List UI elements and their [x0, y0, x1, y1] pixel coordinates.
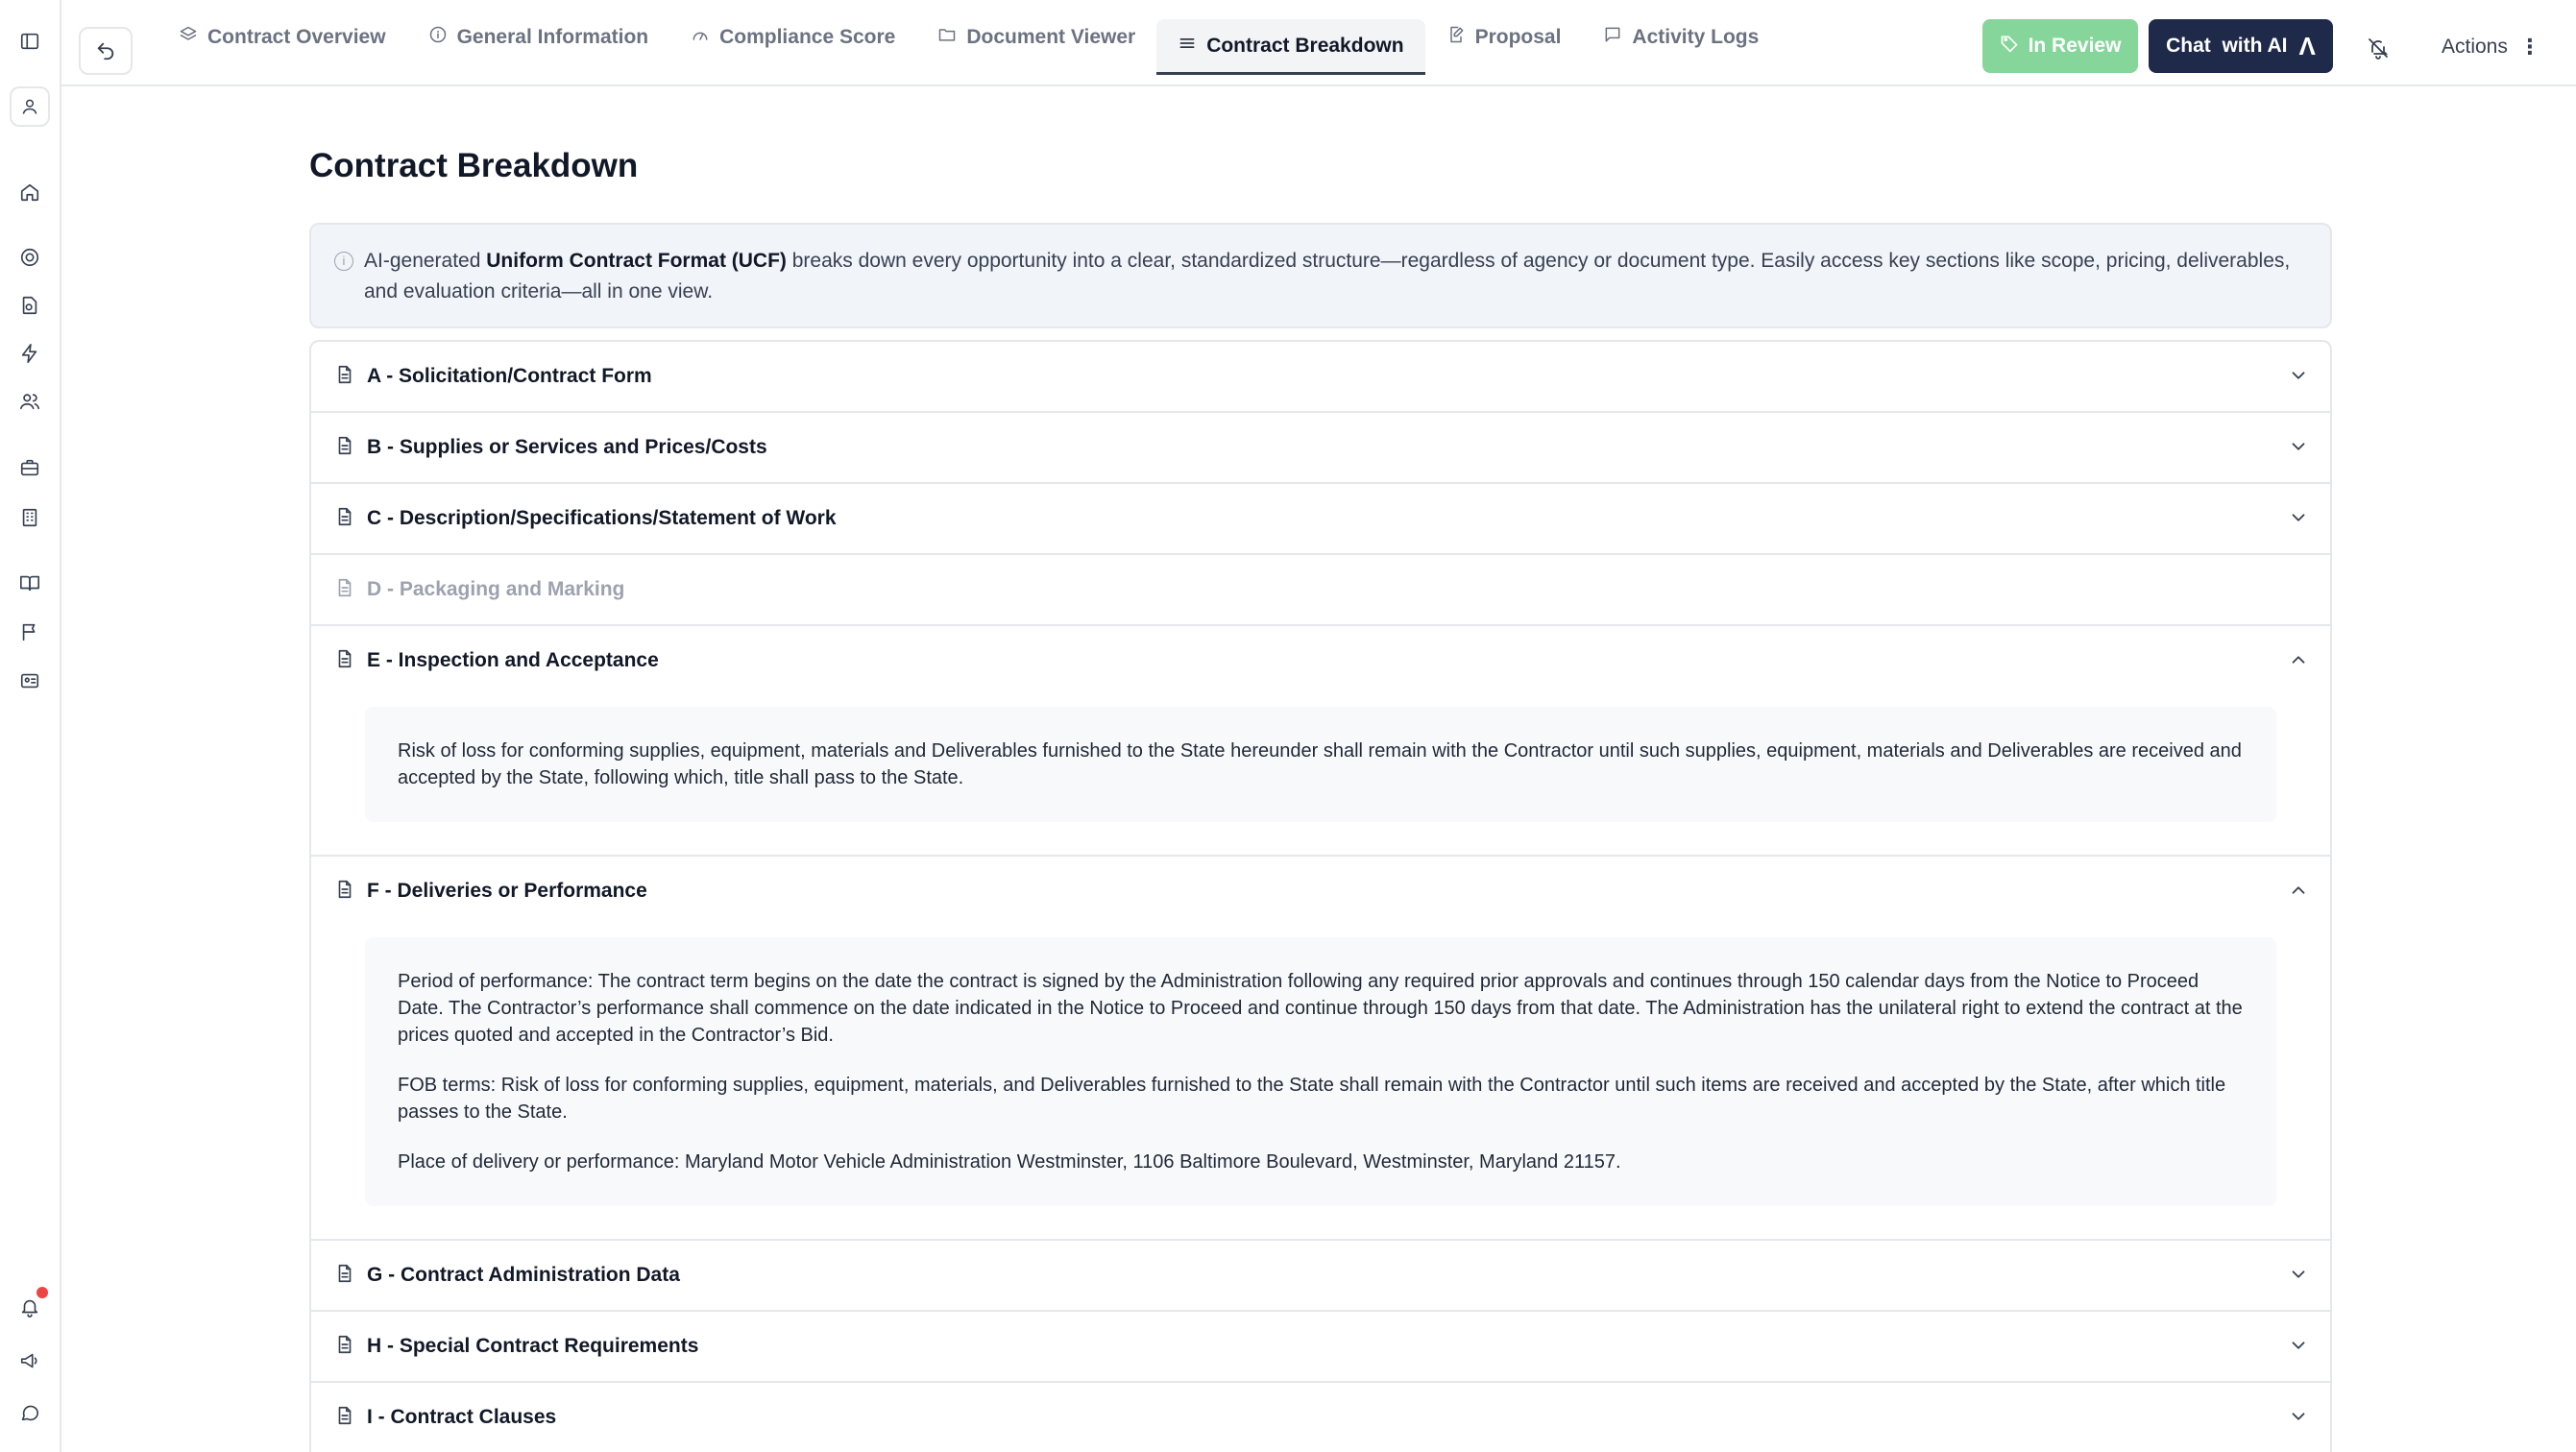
section-label: F - Deliveries or Performance [367, 880, 647, 902]
section-label: A - Solicitation/Contract Form [367, 365, 652, 387]
status-label: In Review [2028, 35, 2122, 57]
left-rail [0, 0, 61, 1452]
chevron-down-icon[interactable] [2288, 507, 2309, 528]
status-in-review-button[interactable] [1982, 19, 2138, 73]
document-icon [334, 648, 355, 674]
section-i [311, 1383, 2330, 1452]
users-icon[interactable] [15, 387, 44, 416]
section-a [311, 342, 2330, 413]
info-icon [428, 25, 448, 50]
section-b [311, 413, 2330, 484]
id-card-icon[interactable] [15, 666, 44, 695]
chevron-up-icon[interactable] [2288, 649, 2309, 670]
section-i-header[interactable] [311, 1383, 2330, 1452]
section-f [311, 857, 2330, 1241]
document-icon [334, 577, 355, 603]
section-d-header [311, 555, 2330, 624]
info-text-bold: Uniform Contract Format (UCF) [486, 250, 787, 272]
document-icon [334, 506, 355, 532]
building-icon[interactable] [15, 503, 44, 532]
list-icon [1178, 34, 1197, 59]
section-label: H - Special Contract Requirements [367, 1335, 699, 1357]
tab-contract-breakdown[interactable] [1156, 19, 1424, 75]
chevron-down-icon[interactable] [2288, 1406, 2309, 1427]
info-text-prefix: AI-generated [364, 250, 487, 272]
tab-document-viewer[interactable] [916, 0, 1156, 75]
section-label: C - Description/Specifications/Statement of Work [367, 507, 837, 529]
file-search-icon[interactable] [15, 291, 44, 320]
section-paragraph: Risk of loss for conforming supplies, equipment, materials and Deliverables furnished to the State hereunder shall remain with the Contractor until such supplies, equipment, materials and Deliverables are received and accepted by the State, following which, title shall pass to the State. [398, 740, 2242, 788]
book-icon[interactable] [15, 569, 44, 597]
more-vertical-icon: ⋮ [2518, 35, 2540, 59]
tab-label: General Information [456, 26, 649, 48]
sidebar-toggle-icon[interactable] [15, 27, 44, 56]
gauge-icon [691, 25, 710, 50]
document-icon [334, 1334, 355, 1360]
tag-icon [2000, 34, 2019, 59]
section-label: E - Inspection and Acceptance [367, 649, 659, 671]
target-icon[interactable] [15, 243, 44, 272]
tab-general-information[interactable] [407, 0, 670, 75]
edit-icon [1446, 25, 1466, 50]
lightning-icon[interactable] [15, 339, 44, 368]
section-e [311, 626, 2330, 857]
section-content [365, 707, 2276, 822]
tab-proposal[interactable] [1425, 0, 1583, 75]
chevron-down-icon[interactable] [2288, 1264, 2309, 1285]
top-bar [61, 0, 2576, 86]
tab-label: Compliance Score [719, 26, 896, 48]
tab-label: Proposal [1474, 26, 1562, 48]
bell-off-icon[interactable] [2367, 36, 2390, 60]
info-text-suffix: breaks down every opportunity into a clear, standardized structure—regardless of agency or document type. Easily access key sections like scope, pricing, deliverables, and evaluation criteria—all in one view. [364, 250, 2291, 302]
message-icon [1603, 25, 1622, 50]
period-of-performance-paragraph: Period of performance: The contract term begins on the date the contract is signed by the Administration following any required prior approvals and continues through 150 calendar days from the Notice to Proceed Date. The Contractor’s performance shall commence on the date indicated in the Notice to Proceed and continue through 150 days from that date. The Administration has the unilateral right to extend the contract at the prices quoted and accepted in the Contractor’s Bid. [398, 971, 2243, 1046]
ai-logo-icon: Λ [2298, 31, 2316, 60]
chevron-down-icon[interactable] [2288, 436, 2309, 457]
section-label: I - Contract Clauses [367, 1406, 557, 1428]
megaphone-icon[interactable] [15, 1346, 44, 1375]
fob-terms-paragraph: FOB terms: Risk of loss for conforming supplies, equipment, materials, and Deliverables furnished to the State shall remain with the Contractor until such items are received and accepted by the State, after which title passes to the State. [398, 1075, 2226, 1123]
section-b-header[interactable] [311, 413, 2330, 482]
tab-label: Contract Breakdown [1206, 34, 1404, 57]
section-e-body [311, 695, 2330, 855]
section-h-header[interactable] [311, 1312, 2330, 1381]
section-label: G - Contract Administration Data [367, 1264, 680, 1286]
document-icon [334, 364, 355, 390]
section-h [311, 1312, 2330, 1383]
chat-bubble-icon[interactable] [15, 1398, 44, 1427]
actions-menu-button[interactable] [2442, 35, 2540, 60]
section-f-header[interactable] [311, 857, 2330, 926]
place-of-delivery-paragraph: Place of delivery or performance: Maryland Motor Vehicle Administration Westminster, 1106 Baltimore Boulevard, Westminster, Maryland 21157. [398, 1151, 1621, 1173]
folder-icon [937, 25, 957, 50]
briefcase-icon[interactable] [15, 453, 44, 482]
section-g-header[interactable] [311, 1241, 2330, 1310]
document-icon [334, 1405, 355, 1431]
page-title: Contract Breakdown [309, 147, 639, 184]
section-g [311, 1241, 2330, 1312]
section-label: D - Packaging and Marking [367, 578, 625, 600]
tab-bar [158, 0, 1780, 86]
tab-label: Contract Overview [207, 26, 386, 48]
document-icon [334, 1263, 355, 1289]
chat-with-ai-button[interactable] [2149, 19, 2333, 73]
tab-label: Activity Logs [1632, 26, 1760, 48]
document-icon [334, 879, 355, 905]
back-button[interactable] [79, 27, 133, 75]
chevron-down-icon[interactable] [2288, 365, 2309, 386]
tab-label: Document Viewer [966, 26, 1136, 48]
document-icon [334, 435, 355, 461]
ucf-info-banner [309, 223, 2332, 328]
actions-label: Actions [2442, 36, 2508, 58]
notification-badge [35, 1285, 50, 1300]
tab-activity-logs[interactable] [1582, 0, 1780, 75]
section-label: B - Supplies or Services and Prices/Costs [367, 436, 767, 458]
section-d [311, 555, 2330, 626]
section-e-header[interactable] [311, 626, 2330, 695]
section-content [365, 937, 2276, 1206]
section-f-body [311, 926, 2330, 1239]
chevron-up-icon[interactable] [2288, 880, 2309, 901]
tab-contract-overview[interactable] [158, 0, 407, 75]
tab-compliance-score[interactable] [669, 0, 916, 75]
section-a-header[interactable] [311, 342, 2330, 411]
info-circle-icon: i [334, 252, 353, 271]
user-avatar-button[interactable] [10, 86, 50, 127]
section-c [311, 484, 2330, 555]
flag-icon[interactable] [15, 617, 44, 646]
home-icon[interactable] [15, 178, 44, 206]
chat-label: Chat with AI [2166, 35, 2288, 57]
section-c-header[interactable] [311, 484, 2330, 553]
ucf-accordion [309, 340, 2332, 1452]
chevron-down-icon[interactable] [2288, 1335, 2309, 1356]
layers-icon [179, 25, 198, 50]
